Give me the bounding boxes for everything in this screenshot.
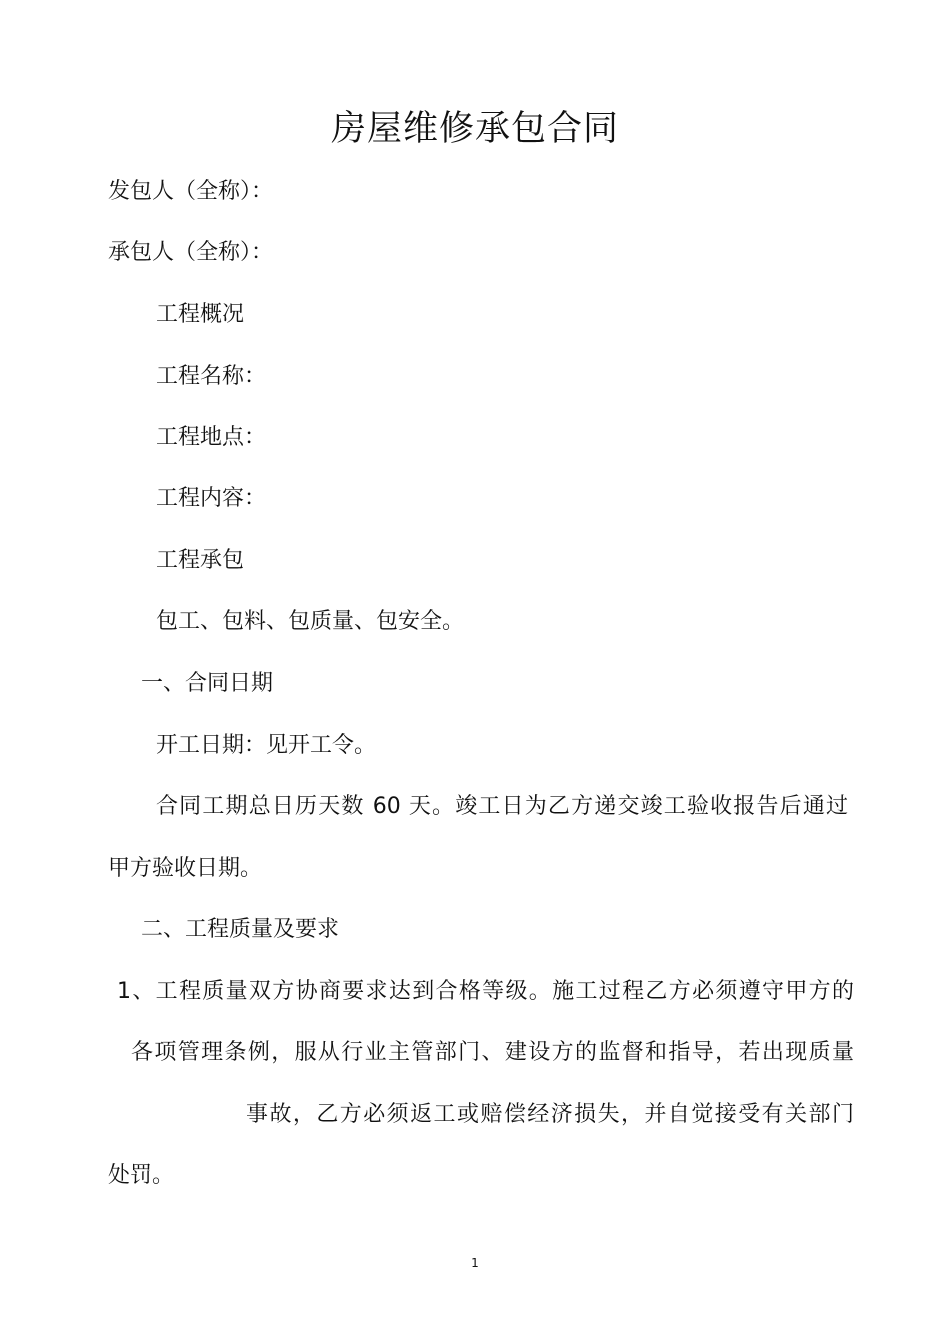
start-date-line: 开工日期：见开工令。 <box>156 733 377 758</box>
duration-paragraph-continuation: 甲方验收日期。 <box>108 856 263 881</box>
quality-item-line-2: 各项管理条例，服从行业主管部门、建设方的监督和指导，若出现质量 <box>131 1040 854 1065</box>
project-content-line: 工程内容： <box>156 486 267 511</box>
contractor-line: 承包人（全称）： <box>108 240 274 265</box>
quality-item-line-1: 1、工程质量双方协商要求达到合格等级。施工过程乙方必须遵守甲方的 <box>117 979 854 1004</box>
project-location-line: 工程地点： <box>156 425 267 450</box>
project-name-line: 工程名称： <box>156 364 267 389</box>
section-one-heading: 一、合同日期 <box>141 671 274 696</box>
section-two-heading: 二、工程质量及要求 <box>141 917 340 942</box>
quality-item-line-4: 处罚。 <box>108 1163 175 1188</box>
employer-line: 发包人（全称）： <box>108 179 274 204</box>
contracting-scope-line: 包工、包料、包质量、包安全。 <box>156 609 465 634</box>
duration-paragraph-line: 合同工期总日历天数 60 天。竣工日为乙方递交竣工验收报告后通过 <box>156 794 848 819</box>
page-number: 1 <box>471 1256 479 1270</box>
document-title: 房屋维修承包合同 <box>330 109 619 149</box>
quality-item-line-3: 事故，乙方必须返工或赔偿经济损失，并自觉接受有关部门 <box>246 1102 854 1127</box>
project-contracting-heading: 工程承包 <box>156 548 245 573</box>
project-overview-heading: 工程概况 <box>156 302 245 327</box>
